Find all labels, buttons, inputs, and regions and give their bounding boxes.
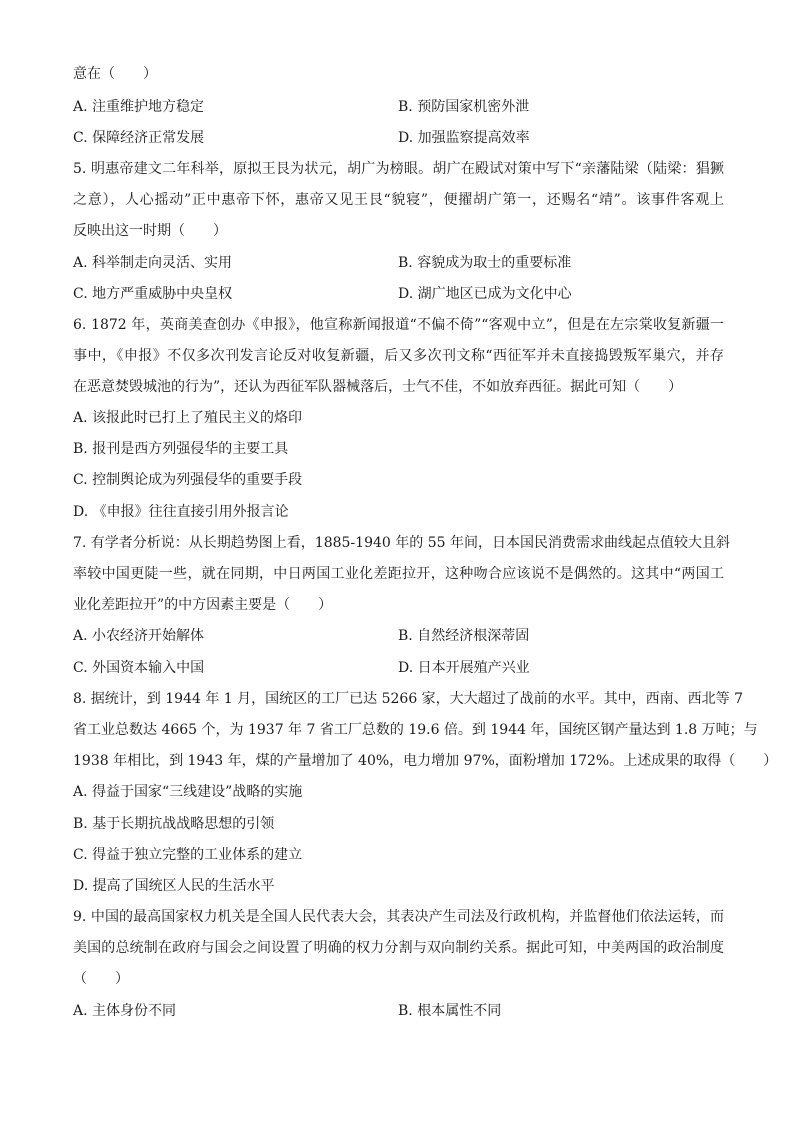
q7-option-d: D. 日本开展殖产兴业 bbox=[398, 660, 530, 676]
q9-option-b: B. 根本属性不同 bbox=[398, 1003, 502, 1019]
q8-option-c: C. 得益于独立完整的工业体系的建立 bbox=[73, 847, 303, 863]
q7-stem-line-1: 7. 有学者分析说：从长期趋势图上看，1885-1940 年的 55 年间，日本国民消费需求曲线起点值较大且斜 bbox=[73, 535, 730, 551]
q4-option-d: D. 加强监察提高效率 bbox=[398, 130, 530, 146]
q4-option-a: A. 注重维护地方稳定 bbox=[73, 99, 205, 115]
q9-stem-line-2: 美国的总统制在政府与国会之间设置了明确的权力分割与双向制约关系。据此可知，中美两国的政治制度 bbox=[73, 940, 724, 956]
q8-option-b: B. 基于长期抗战战略思想的引领 bbox=[73, 816, 275, 832]
q9-stem-line-3: （ ） bbox=[73, 971, 129, 987]
q7-option-c: C. 外国资本输入中国 bbox=[73, 660, 205, 676]
q6-stem-line-3: 在恶意焚毁城池的行为”，还认为西征军队器械落后，士气不佳，不如放弃西征。据此可知（ ） bbox=[73, 379, 683, 395]
q4-option-c: C. 保障经济正常发展 bbox=[73, 130, 205, 146]
q6-option-b: B. 报刊是西方列强侵华的主要工具 bbox=[73, 441, 289, 457]
q4-option-b: B. 预防国家机密外泄 bbox=[398, 99, 530, 115]
q5-option-d: D. 湖广地区已成为文化中心 bbox=[398, 286, 572, 302]
q8-option-d: D. 提高了国统区人民的生活水平 bbox=[73, 878, 275, 894]
q7-stem-line-2: 率较中国更陡一些，就在同期，中日两国工业化差距拉开，这种吻合应该说不是偶然的。这其中“两国工 bbox=[73, 566, 724, 582]
q9-option-a: A. 主体身份不同 bbox=[73, 1003, 177, 1019]
q5-stem-line-1: 5. 明惠帝建文二年科举，原拟王艮为状元，胡广为榜眼。胡广在殿试对策中写下“亲藩陆梁（陆梁：猖獗 bbox=[73, 161, 724, 177]
q8-stem-line-2: 省工业总数达 4665 个，为 1937 年 7 省工厂总数的 19.6 倍。到 1944 年，国统区钢产量达到 1.8 万吨；与 bbox=[73, 722, 758, 738]
q6-stem-line-1: 6. 1872 年，英商美查创办《申报》，他宣称新闻报道“不偏不倚”“客观中立”，但是在左宗棠收复新疆一 bbox=[73, 317, 724, 333]
q7-option-b: B. 自然经济根深蒂固 bbox=[398, 628, 530, 644]
q8-stem-line-3: 1938 年相比，到 1943 年，煤的产量增加了 40%，电力增加 97%，面粉增加 172%。上述成果的取得（ ） bbox=[73, 753, 778, 769]
q6-option-a: A. 该报此时已打上了殖民主义的烙印 bbox=[73, 410, 303, 426]
q7-option-a: A. 小农经济开始解体 bbox=[73, 628, 205, 644]
q5-option-b: B. 容貌成为取士的重要标准 bbox=[398, 255, 572, 271]
q9-stem-line-1: 9. 中国的最高国家权力机关是全国人民代表大会，其表决产生司法及行政机构，并监督他们依法运转，而 bbox=[73, 909, 724, 925]
q4-continuation: 意在（ ） bbox=[73, 66, 157, 82]
q5-option-c: C. 地方严重威胁中央皇权 bbox=[73, 286, 233, 302]
q6-option-c: C. 控制舆论成为列强侵华的重要手段 bbox=[73, 472, 303, 488]
q6-option-d: D. 《申报》往往直接引用外报言论 bbox=[73, 504, 289, 520]
q6-stem-line-2: 事中，《申报》不仅多次刊发言论反对收复新疆，后又多次刊文称“西征军并未直接捣毁叛军巢穴，并存 bbox=[73, 348, 724, 364]
q8-option-a: A. 得益于国家“三线建设”战略的实施 bbox=[73, 784, 303, 800]
q7-stem-line-3: 业化差距拉开”的中方因素主要是（ ） bbox=[73, 597, 333, 613]
q8-stem-line-1: 8. 据统计，到 1944 年 1 月，国统区的工厂已达 5266 家，大大超过了战前的水平。其中，西南、西北等 7 bbox=[73, 691, 744, 707]
q5-option-a: A. 科举制走向灵活、实用 bbox=[73, 255, 233, 271]
q5-stem-line-2: 之意），人心摇动”正中惠帝下怀，惠帝又见王艮“貌寝”，便擢胡广第一，还赐名“靖”。该事件客观上 bbox=[73, 192, 724, 208]
q5-stem-line-3: 反映出这一时期（ ） bbox=[73, 223, 227, 239]
